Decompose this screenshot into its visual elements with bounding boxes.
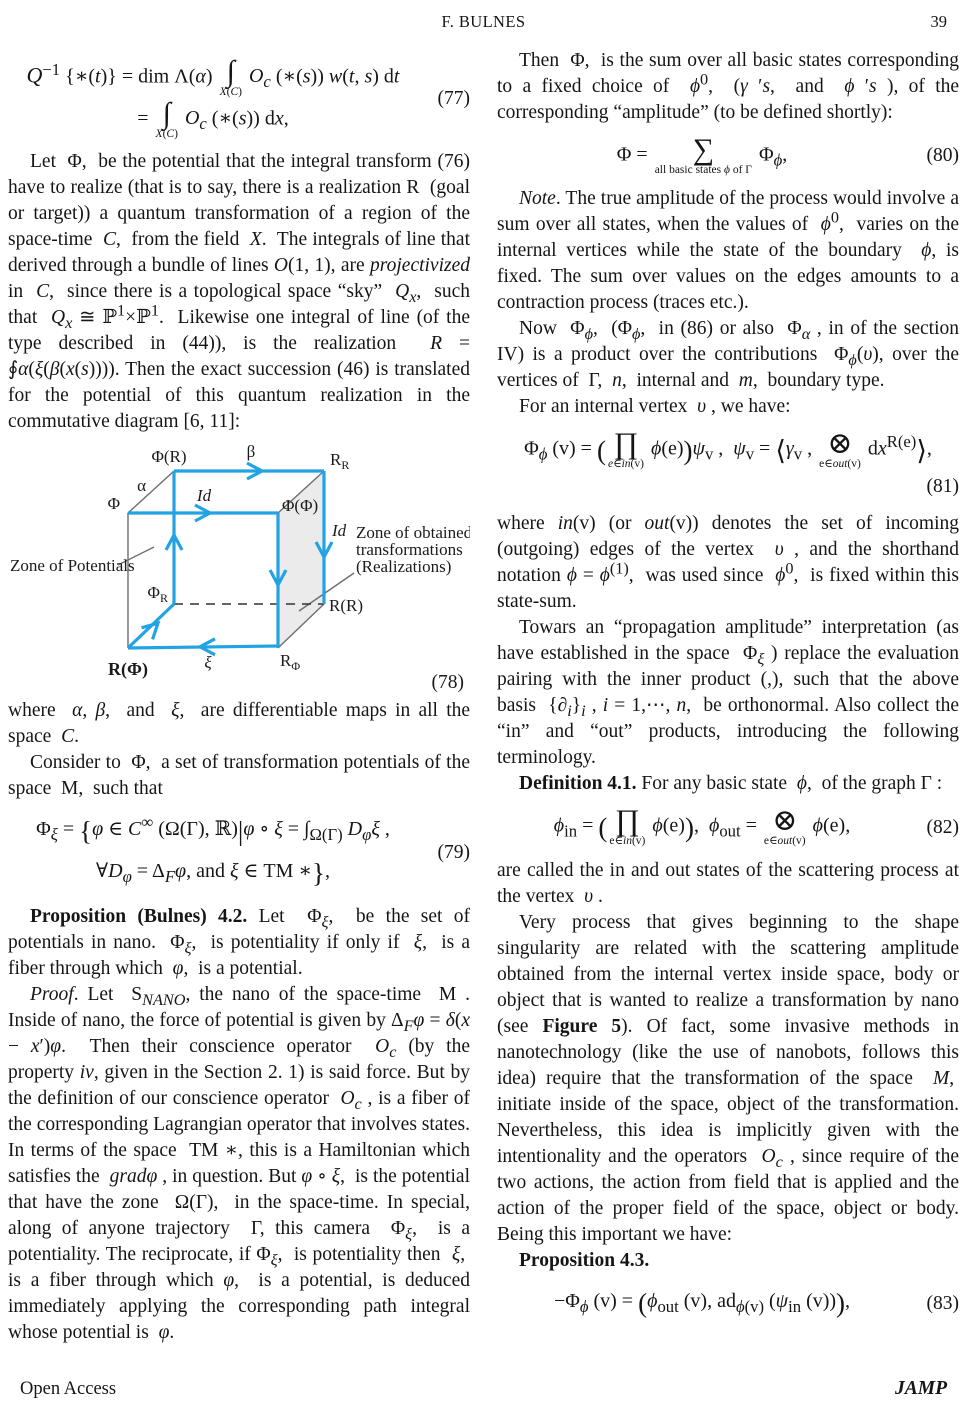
paragraph-consider-phi: Consider to Φ, a set of transformation potentials of the space M, such that — [8, 752, 470, 800]
zone-of-potentials-label: Zone of Potentials — [10, 556, 135, 576]
equation-80-number: (80) — [926, 144, 959, 166]
vertex-label-R-of-phi: R(Φ) — [108, 659, 148, 680]
cube-edge-alpha — [128, 471, 174, 513]
equation-81 — [497, 426, 959, 502]
equation-77-line1: $Q^{-1}$ {∗(t)} = dim Λ(α) ∫ X(C) $O_c$ (∗(s)) w(t, s) dt — [26, 55, 400, 98]
edge-label-id-right: Id — [332, 521, 347, 541]
paragraph-now-product: Now $\Phi_\phi$, ($\Phi_\phi$, in (86) or also $\Phi_\alpha$ , in of the section IV) is a product over the contributions $\Phi_\phi(\upsilon)$, over the vertices of Γ, n, internal and m, boundary type. — [497, 317, 960, 391]
equation-81-number: (81) — [926, 475, 959, 497]
paragraph-proof: Proof. Let $S_{NANO}$, the nano of the space-time M . Inside of nano, the force of potential is given by $\Delta_F\varphi = \delta(x - x')\varphi$. Then their conscience operator $O_c$ (by the property iv, given in the Section 2. 1) is said force. But by the definition of our conscience operator $O_c$ , is a fiber of the corresponding Lagrangian operator that involves states. In terms of the space TM ∗, this is a Hamiltonian which satisfies the gradφ , in question. But φ ∘ ξ, is the potential that have the zone Ω(Γ), in the space-time. In special, along of anyone trajectory Γ, this camera $\Phi_\xi$, is a potentiality. The reciprocate, if $\Phi_\xi$, is potentiality then ξ, is a fiber through which φ, is a potential, is deduced immediately applying the corresponding path integral whose potential is φ. — [8, 983, 471, 1343]
page-number: 39 — [930, 12, 947, 31]
running-head-author: F. BULNES — [441, 12, 526, 31]
zone-obtained-label-line3: (Realizations) — [356, 557, 452, 577]
edge-label-xi: ξ — [204, 653, 212, 673]
open-access-label: Open Access — [20, 1379, 117, 1399]
equation-79-line1: $\Phi_\xi = \{\varphi$ ∈ C∞ (Ω(Γ), ℝ)|φ ∘ $\xi = \int_{\Omega(\Gamma)}$ $D_\varphi\xi$ , — [36, 812, 390, 847]
vertex-label-R-of-R: R(R) — [329, 596, 363, 616]
paragraph-proposition-43: Proposition 4.3. — [519, 1250, 650, 1272]
edge-label-id-top: Id — [196, 486, 212, 506]
equation-77 — [8, 57, 470, 140]
equation-81-body — [497, 426, 959, 502]
two-column-body — [0, 32, 967, 1346]
vertex-label-phi: Φ — [107, 494, 120, 514]
paragraph-note-amplitude: Note. The true amplitude of the process would involve a sum over all states, when the values of $\phi^0$, varies on the internal vertices while the state of the boundary ϕ, is fixed. The sum over values on the edges amounts to a contraction process (traces etc.). — [497, 187, 959, 313]
journal-logo-jamp: JAMP — [894, 1378, 947, 1399]
paragraph-very-process: Very process that gives beginning to the shape singularity are related with the scattering amplitude obtained from the internal vertex inside space, body or object that is wanted to realize a transformation by nano (see Figure 5). Of fact, some invasive methods in nanotechnology (like the use of nanobots, follows this idea) require that the transformation of the space M, initiate inside of the space, object of the transformation. Nevertheless, this idea is implicitly given with the intentionality and the operators $O_c$ , since require of the two actions, the action from field that is applied and the action of the proper field of the space, object or body. Being this important we have: — [497, 912, 959, 1246]
equation-77-number: (77) — [437, 87, 470, 109]
vertex-label-R-sub-phi: $R_\Phi$ — [280, 651, 301, 674]
paragraph-differentiable-maps: where α, β, and ξ, are differentiable maps in all the space C. — [8, 700, 471, 748]
equation-77-line2: = ∫ X(C) $O_c$ (∗(s)) dx, — [137, 96, 289, 140]
page-header — [0, 0, 967, 32]
equation-83 — [497, 1283, 959, 1325]
paragraph-potential-transform: Let Φ, be the potential that the integral transform (76) have to realize (that is to say, there is a realization R (goal or target)) a quantum transformation of a region of the space-time C, from the field X. The integrals of line that derived through a bundle of lines O(1, 1), are projectivized in C, since there is a topological space “sky” $Q_x$, such that $Q_x$ ≅ ℙ$^1$×ℙ$^1$. Likewise one integral of line (of the type described in (44)), is the realization R = ∮α(ξ(β(x(s)))). Then the exact succession (46) is translated for the potential of this quantum realization in the commutative diagram [6, 11]: — [8, 151, 471, 433]
equation-79-body — [8, 811, 418, 895]
edge-label-beta: β — [246, 442, 256, 462]
zone-obtained-label-line2: transformations — [356, 540, 463, 560]
equation-79-number: (79) — [437, 842, 470, 864]
vertex-label-R-R: $R_R$ — [330, 450, 350, 473]
equation-83-body: $-\Phi_\phi$ $(v) = (\phi_{out}$ (v), $ad_{\phi(v)}$ ($\psi_{in}$ (v))), — [553, 1288, 851, 1319]
page-footer — [20, 1378, 947, 1400]
equation-77-body — [8, 57, 418, 140]
paragraph-then-phi-sum: Then Φ, is the sum over all basic states corresponding to a fixed choice of $\phi^0$, (γ ′s, and ϕ ′s ), of the corresponding “amplitude” (to be defined shortly): — [497, 50, 960, 123]
right-column — [497, 48, 959, 1346]
equation-79-line2: $\forall D_\varphi = \Delta_F\varphi$, and ξ ∈ TM ∗}, — [96, 858, 330, 889]
cube-diagram-svg — [8, 441, 470, 693]
left-column — [8, 48, 470, 1346]
vertex-label-phi-of-R: Φ(R) — [151, 447, 187, 467]
paragraph-definition-41: Definition 4.1. For any basic state ϕ, of the graph Γ : — [519, 773, 943, 795]
paragraph-internal-vertex: For an internal vertex υ , we have: — [519, 395, 791, 417]
equation-82-body: $\phi_{in}$ = ( ∏ e∈in(v) ϕ(e)), $\phi_{out}$ = ⊗ e∈out(v) ϕ(e), — [553, 804, 851, 848]
paragraph-where-in-out: where in(v) (or out(v)) denotes the set of incoming (outgoing) edges of the vertex υ , and the shorthand notation $\phi = \phi^{(1)}$, was used since $\phi^0$, is fixed within this state-sum. — [497, 513, 959, 613]
zone-obtained-label-line1: Zone of obtained — [356, 523, 470, 543]
arrowhead-diagonal — [142, 618, 164, 640]
equation-79 — [8, 811, 470, 895]
vertex-label-phi-of-phi: Φ(Φ) — [282, 496, 319, 516]
edge-label-alpha: α — [137, 476, 146, 496]
figure-number-78: (78) — [431, 672, 464, 694]
equation-83-number: (83) — [926, 1293, 959, 1315]
equation-82-number: (82) — [926, 816, 959, 838]
equation-82 — [497, 806, 959, 849]
equation-80 — [497, 135, 959, 177]
paragraph-proposition-42: Proposition (Bulnes) 4.2. Let $\Phi_\xi$, be the set of potentials in nano. $\Phi_\xi$, is potentiality if only if ξ, is a fiber through which φ, is a potential. — [8, 905, 470, 979]
equation-80-body: Φ = ∑ all basic states ϕ of Γ $\Phi_\phi$, — [616, 133, 788, 176]
vertex-label-phi-sub-R: $\Phi_R$ — [147, 583, 168, 606]
paragraph-towars-propagation: Towars an “propagation amplitude” interpretation (as have established in the space $\Phi_\xi$ ) replace the evaluation pairing with the inner product (,), such that the above basis $\{\partial_i\}_i$ , i = 1,⋯, n, be orthonormal. Also collect the “in” and “out” products, introducing the following terminology. — [497, 617, 960, 769]
equation-81-line: $\Phi_\phi$ (v) = ( ∏ e∈in(v) $\phi(e))\psi_v$ , $\psi_v$ = $⟨\gamma_v$ , ⊗ e∈out(v) $dx^{R(e)}⟩$, — [524, 426, 932, 470]
figure-commutative-diagram — [8, 441, 470, 698]
paragraph-in-out-states: are called the in and out states of the scattering process at the vertex υ . — [497, 860, 959, 908]
